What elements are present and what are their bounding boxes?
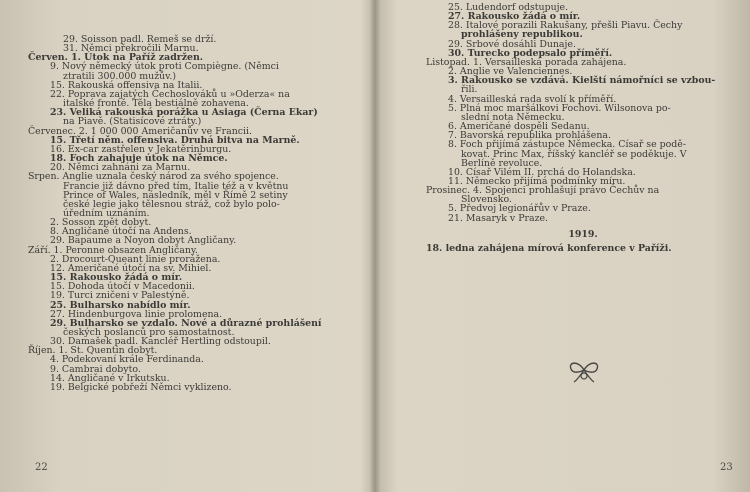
left-line: Červen. 1. Útok na Paříž zadržen.	[28, 52, 204, 64]
left-line: 19. Belgické pobřeží Němci vyklizeno.	[50, 381, 232, 393]
right-line: 29. Srbové dosáhli Dunaje.	[448, 38, 576, 50]
right-line: Prosinec. 4. Spojenci prohlašují právo Čechův na	[426, 185, 660, 197]
left-line: úředním uznáním.	[63, 207, 150, 219]
left-line: 29. Bulharsko se vzdalo. Nové a důrazné prohlášení	[50, 317, 322, 329]
right-line: 5. Plná moc maršálkovi Fochovi. Wilsonova po-	[448, 102, 671, 114]
left-line: 9. Cambrai dobyto.	[50, 363, 141, 375]
left-line: 15. Rakousko žádá o mír.	[50, 272, 183, 284]
left-line: 19. Turci zničeni v Palestýně.	[50, 290, 190, 302]
left-line: 23. Veliká rakouská porážka u Asiaga (Černa Ekar)	[50, 107, 318, 119]
left-line: 27. Hindenburgova linie prolomena.	[50, 308, 223, 320]
right-line: kovat. Princ Max, říšský kancléř se poděkuje. V	[461, 148, 687, 160]
right-line: Listopad. 1. Versailleská porada zahájena.	[426, 56, 627, 68]
right-line: 28. Italové porazili Rakušany, přešli Piavu. Čechy	[448, 20, 683, 32]
right-line: 5. Předvoj legionářův v Praze.	[448, 203, 591, 215]
left-line: 8. Angličané útočí na Andens.	[50, 226, 192, 238]
right-line: prohlášeny republikou.	[461, 29, 583, 41]
right-line: 6. Američané dospěli Sedanu.	[448, 121, 590, 133]
right-line: 8. Foch přijímá zástupce Německa. Císař se podě-	[448, 139, 687, 151]
right-page-text	[426, 3, 740, 253]
left-line: na Piavě. (Statisícové ztráty.)	[63, 116, 202, 128]
right-line: 27. Rakousko žádá o mír.	[448, 11, 581, 23]
left-line: 9. Nový německý útok proti Compiègne. (Němci	[50, 61, 279, 73]
left-line: 29. Bapaume a Noyon dobyt Angličany.	[50, 235, 237, 247]
final-entry: 18. ledna zahájena mírová konference v Paříži.	[426, 242, 672, 254]
right-line: 3. Rakousko se vzdává. Kielští námořníci se vzbou-	[448, 75, 716, 87]
right-line: 4. Versailleská rada svolí k příměří.	[448, 93, 617, 105]
right-line: 30. Turecko podepsalo příměří.	[448, 47, 613, 59]
left-page-number: 22	[35, 462, 48, 473]
floral-ornament-icon	[564, 352, 604, 386]
left-line: 16. Ex-car zastřelen v Jekatěrinburgu.	[50, 143, 232, 155]
left-line: české legie jako tělesnou stráž, což bylo polo-	[63, 198, 280, 210]
right-line: Berlíně revoluce.	[461, 157, 543, 169]
left-line: 18. Foch zahajuje útok na Němce.	[50, 153, 228, 165]
left-line: 15. Rakouská offensiva na Italii.	[50, 79, 203, 91]
left-line: 20. Němci zahnáni za Marnu.	[50, 162, 191, 174]
left-line: 25. Bulharsko nabídlo mír.	[50, 299, 191, 311]
left-line: 22. Poprava zajatých Čechoslováků u »Oderza« na	[50, 88, 290, 100]
left-line: 4. Podekovaní krále Ferdinanda.	[50, 354, 204, 366]
left-line: 12. Američané útočí na sv. Mihiel.	[50, 262, 212, 274]
left-page-text	[28, 35, 360, 392]
right-line: 25. Ludendorf odstupuje.	[448, 2, 569, 13]
right-line: 10. Císař Vilém II. prchá do Holandska.	[448, 166, 636, 178]
left-line: Francie již dávno před tím, Italie též a v květnu	[63, 180, 289, 192]
left-line: Září. 1. Peronne obsazen Angličany.	[28, 244, 198, 256]
right-line: řili.	[461, 84, 478, 96]
year-heading: 1919.	[568, 228, 598, 240]
left-line: ztratili 300.000 mužův.)	[63, 70, 176, 82]
left-line: 31. Němci překročili Marnu.	[63, 43, 199, 55]
left-line: Červenec. 2. 1 000 000 Američanův ve Francii.	[28, 125, 253, 137]
right-line: Slovensko.	[461, 194, 512, 206]
right-line: 11. Německo přijímá podmínky míru.	[448, 175, 626, 187]
left-page	[0, 0, 374, 492]
left-line: italské frontě. Těla bestiálně zohavena.	[63, 98, 249, 110]
left-line: Srpen. Anglie uznala český národ za svého spojence.	[28, 171, 279, 183]
left-line: 2. Drocourt-Queant linie prorážena.	[50, 253, 221, 265]
left-line: 29. Soisson padl. Remeš se drží.	[63, 34, 217, 45]
left-line: Říjen. 1. St. Quentin dobyt.	[28, 345, 158, 357]
left-line: Prince of Wales, následník, měl v Římě 2 setiny	[63, 189, 288, 201]
right-page	[376, 0, 750, 492]
right-line: 21. Masaryk v Praze.	[448, 212, 549, 224]
left-line: 15. Dohoda útočí v Macedonii.	[50, 281, 195, 293]
left-line: 30. Damašek padl. Kancléř Hertling odstoupil.	[50, 336, 271, 348]
right-line: 2. Anglie ve Valenciennes.	[448, 66, 573, 78]
left-line: českých poslanců pro samostatnost.	[63, 327, 235, 338]
right-line: 7. Bavorská republika prohlášena.	[448, 130, 611, 142]
left-line: 2. Sosson zpět dobyt.	[50, 217, 152, 229]
left-line: 15. Třetí něm. offensiva. Druhá bitva na Marně.	[50, 134, 300, 146]
right-page-number: 23	[720, 462, 733, 473]
left-line: 14. Angličané v Irkutsku.	[50, 372, 170, 384]
right-line: slední nota Německu.	[461, 111, 565, 123]
